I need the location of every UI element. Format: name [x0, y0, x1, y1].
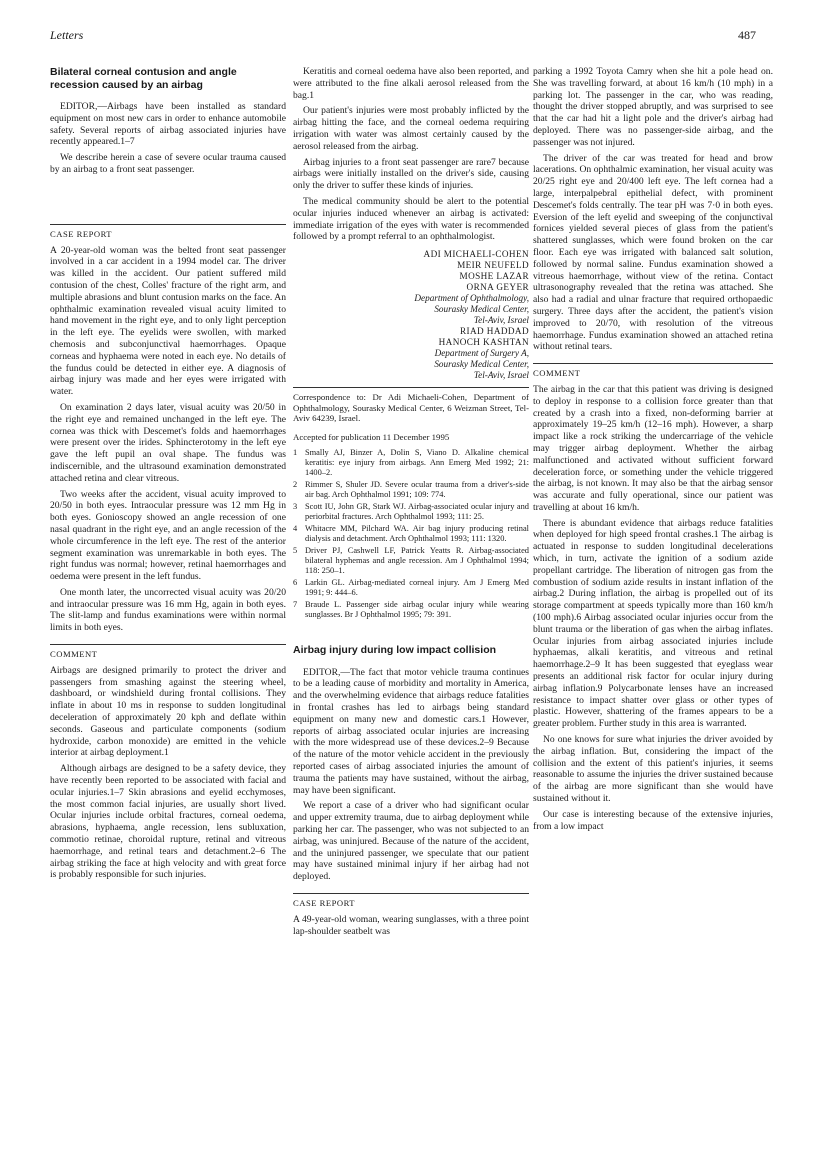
article1-comment-para: Keratitis and corneal oedema have also been reported, and were attributed to the fine alkali aerosol released from the bag.1 — [293, 66, 529, 101]
author-affiliation: Department of Ophthalmology, — [414, 293, 529, 304]
column-1 — [50, 66, 286, 885]
article1-case-para: A 20-year-old woman was the belted front seat passenger involved in a car accident in a 1994 model car. The driver was killed in the accident. Our patient suffered mild contusion of the chest, Colles' fracture of the right arm, and multiple abrasions and blunt contusion marks on the face. An ophthalmic examination revealed visual acuity limited to hand movement in the right eye, and to only light perception in the left eye. The eyelids were swollen, with marked chemosis and subconjunctival haemorrhages. Opaque corneas and hyphaema were noted in each eye. No details of the fundus could be detected in either eye. A diagnosis of airbag injury was made and her eyes were irrigated with water. — [50, 244, 286, 398]
author-name: MEIR NEUFELD — [457, 260, 529, 271]
article2-case-para: The driver of the car was treated for head and brow lacerations. On ophthalmic examination, her visual acuity was 20/25 right eye and 20/400 left eye. The left cornea had a large, interpalpebral epithelial defect, with prominent Descemet's folds centrally. The tear pH was 7·0 in both eyes. Eversion of the left eyelid and sweeping of the conjunctival fornices yielded several pieces of glass from the patient's shattered sunglasses, which were found broken on the car floor. Each eye was irrigated with balanced salt solution, followed by normal saline. Fundus examination showed a vitreous haemorrhage, without view of the retina. Contact ultrasonography revealed that the retina was attached. She also had a radial and ulnar fracture that required orthopaedic surgery. Three days after the accident, the patient's vision improved to 20/70, with resolution of the vitreous haemorrhage. Fundus examination showed an attached retina without retinal tears. — [533, 152, 773, 353]
author-affiliation: Department of Surgery A, — [434, 348, 529, 359]
article1-comment-para: Although airbags are designed to be a safety device, they have recently been reported to be associated with facial and ocular injuries.1–7 Skin abrasions and eyelid ecchymoses, the most common facial injuries, are usually short lived. Ocular injuries include orbital fractures, corneal oedema, abrasions, hyphaema, angle recession, lens subluxation, commotio retinae, choroidal rupture, retinal and vitreous haemorrhage, and retinal tears and detachment.2–6 The airbag striking the face at high velocity and with great force is probably responsible for such injuries. — [50, 763, 286, 881]
article2-case-heading: CASE REPORT — [293, 893, 529, 910]
article1-intro-para: EDITOR,—Airbags have been installed as standard equipment on most new cars in order to enhance automobile safety. Several reports of airbag associated injuries have recently appeared.1–7 — [50, 101, 286, 148]
reference-list — [293, 448, 529, 620]
reference-text: Rimmer S, Shuler JD. Severe ocular trauma from a driver's-side air bag. Arch Ophthalmol 1991; 109: 774. — [305, 480, 529, 500]
article1-case-para: One month later, the uncorrected visual acuity was 20/20 and intraocular pressure was 16 mm Hg, again in both eyes. The slit-lamp and fundus examinations were within normal limits in both eyes. — [50, 586, 286, 634]
article1-title: Bilateral corneal contusion and angle recession caused by an airbag — [50, 66, 237, 91]
author-name: ORNA GEYER — [466, 282, 529, 293]
reference-text: Larkin GL. Airbag-mediated corneal injury. Am J Emerg Med 1991; 9: 444–6. — [305, 578, 529, 598]
reference-item — [293, 600, 529, 620]
article1-case-para: Two weeks after the accident, visual acuity improved to 20/50 in both eyes. Intraocular pressure was 12 mm Hg in both eyes. Gonioscopy showed an angle recession of one nasal quadrant in the right eye, and an angle recession of the whole circumference in the left eye. The rest of the anterior segment examination was unremarkable in both eyes. The right fundus was normal; however, retinal haemorrhages and oedema were present in the left fundus. — [50, 488, 286, 583]
article2-comment-para: The airbag in the car that this patient was driving is designed to deploy in response to a collision force greater than that created by a crash into a fixed, non-deforming barrier at approximately 19–25 km/h (12–16 mph). However, a sharp impact like a rock striking the undercarriage of the vehicle may trigger airbag deployment. Whether the airbag malfunctioned and activated without sufficient forward deceleration force, or something under the vehicle triggered the airbag, is not known. It may also be that the airbag sensor was accurate and fully operational, since our patient was travelling at about 16 km/h. — [533, 383, 773, 513]
author-affiliation: Tel-Aviv, Israel — [473, 315, 529, 326]
article1-comment-para: Airbag injuries to a front seat passenger are rare7 because airbags were initially installed on the driver's side, causing only the driver to suffer these kinds of injuries. — [293, 156, 529, 192]
reference-item — [293, 502, 529, 522]
running-title: Letters — [50, 28, 84, 42]
article1-case-para: On examination 2 days later, visual acuity was 20/50 in the right eye and remained unchanged in the left eye. The cornea was thick with Descemet's folds and haemorrhages were present over the irides. Sphincterotomy in the left eye gave the left pupil an oval shape. The fundus was indiscernible, and the ultrasound examination demonstrated attached retina and clear vitreous. — [50, 401, 286, 484]
reference-item — [293, 448, 529, 478]
article2-comment-para: There is abundant evidence that airbags reduce fatalities when deployed for high speed frontal crashes.1 The airbag is actuated in response to sudden longitudinal decelerations which, in turn, activate the ignition of a sodium azide propellant cartridge. The liberation of nitrogen gas from the combustion of sodium azide results in instant inflation of the airbag.2 During inflation, the airbag is propelled out of its storage compartment at speeds typically more than 160 km/h (100 mph).6 Airbag associated ocular injuries occur from the blunt trauma or the liberation of gas when the airbag inflates. Ocular injuries from airbag associated injuries include hyphaemas, alkali keratitis, and vitreous and retinal haemorrhage.2–9 It has been suggested that eyeglass wear presents an additional risk factor for ocular injury during airbag inflation.9 Polycarbonate lenses have an increased resistance to impact shatter over glass or other types of plastic. However, shattering of the frames appears to be a greater problem. Further study in this area is warranted. — [533, 517, 773, 730]
author-name: HANOCH KASHTAN — [438, 337, 529, 348]
article1-comment-para: Our patient's injuries were most probably inflicted by the airbag hitting the face, and the corneal oedema requiring irrigation with water was almost certainly caused by the aerosol released from the airbag. — [293, 105, 529, 152]
reference-item — [293, 524, 529, 544]
author-name: MOSHE LAZAR — [459, 271, 529, 282]
reference-number: 7 — [293, 600, 298, 610]
article2-case-para: A 49-year-old woman, wearing sunglasses, with a three point lap-shoulder seatbelt was — [293, 913, 529, 937]
article2-comment-para: No one knows for sure what injuries the driver avoided by the airbag inflation. But, considering the impact of the collision and the extent of this patient's injuries, it seems reasonable to assume the injuries the driver sustained because of the airbag are more significant than she would have sustained without it. — [533, 734, 773, 805]
article1-intro-para: We describe herein a case of severe ocular trauma caused by an airbag to a front seat passenger. — [50, 152, 286, 175]
column-3 — [533, 66, 773, 836]
reference-text: Smally AJ, Binzer A, Dolin S, Viano D. Alkaline chemical keratitis: eye injury from airbags. Ann Emerg Med 1992; 21: 1400–2. — [305, 448, 529, 478]
article2-comment-heading: COMMENT — [533, 363, 773, 380]
reference-item — [293, 546, 529, 576]
article1-comment-para: Airbags are designed primarily to protect the driver and passengers from smashing against the steering wheel, dashboard, or windshield during frontal collisions. They inflate in about 10 ms in response to sudden longitudinal deceleration of approximately 20 kph and deflate within seconds. Gaseous and particulate components (sodium hydroxide, carbon monoxide) are emitted in the vehicle interior at airbag deployment.1 — [50, 664, 286, 759]
page-number: 487 — [738, 28, 756, 42]
reference-text: Braude L. Passenger side airbag ocular injury while wearing sunglasses. Br J Ophthalmol 1995; 79: 391. — [305, 600, 529, 620]
article1-case-heading: CASE REPORT — [50, 224, 286, 241]
accepted-date: Accepted for publication 11 December 1995 — [293, 431, 450, 442]
reference-number: 5 — [293, 546, 298, 556]
reference-item — [293, 480, 529, 500]
author-name: ADI MICHAELI-COHEN — [423, 249, 529, 260]
article2-case-para: parking a 1992 Toyota Camry when she hit a pole head on. She was travelling forward, at about 16 km/h (10 mph) in a parking lot. The passenger in the car, who was reading, thought the driver stopped abruptly, and was surprised to see that the car had hit a light pole and the driver's airbag had deployed. There was no passenger-side airbag, and the passenger was not injured. — [533, 66, 773, 148]
reference-number: 1 — [293, 448, 298, 458]
reference-number: 3 — [293, 502, 298, 512]
article2-intro-para: We report a case of a driver who had significant ocular and upper extremity trauma, due to airbag deployment while parking her car. The passenger, who was not subjected to an airbag, was uninjured. Because of the nature of the accident, and the uninjured passenger, we speculate that our patient may have sustained minimal injury if her airbag had not deployed. — [293, 800, 529, 883]
article2-comment-para: Our case is interesting because of the extensive injuries, from a low impact — [533, 808, 773, 832]
reference-number: 6 — [293, 578, 298, 588]
author-name: RIAD HADDAD — [460, 326, 529, 337]
article1-comment-heading: COMMENT — [50, 644, 286, 661]
author-affiliation: Tel-Aviv, Israel — [473, 370, 529, 381]
reference-text: Scott IU, John GR, Stark WJ. Airbag-associated ocular injury and periorbital fractures. Arch Ophthalmol 1993; 111: 25. — [305, 502, 529, 522]
reference-number: 2 — [293, 480, 298, 490]
author-affiliation: Sourasky Medical Center, — [434, 359, 529, 370]
author-block — [293, 249, 529, 381]
reference-number: 4 — [293, 524, 298, 534]
column-2 — [293, 66, 529, 941]
reference-text: Driver PJ, Cashwell LF, Patrick Yeatts R. Airbag-associated bilateral hyphemas and angle recession. Am J Ophthalmol 1994; 118: 250–1. — [305, 546, 529, 576]
article1-comment-para: The medical community should be alert to the potential ocular injuries induced whenever an airbag is activated: immediate irrigation of the eyes with water is recommended followed by a prompt referral to an ophthalmologist. — [293, 195, 529, 243]
reference-item — [293, 578, 529, 598]
author-affiliation: Sourasky Medical Center, — [434, 304, 529, 315]
article2-intro-para: EDITOR,—The fact that motor vehicle trauma continues to be a leading cause of morbidity and mortality in America, and the overwhelming evidence that airbags reduce fatalities in frontal crashes has led to airbags being standard equipment on many new and domestic cars.1 However, reports of airbag associated ocular injuries are increasing with the more widespread use of these devices.2–9 Because of the nature of the motor vehicle accident in the previously reported cases of airbag associated injuries the amount of trauma the patients may have sustained, without the airbag, may have been significant. — [293, 666, 529, 796]
correspondence: Correspondence to: Dr Adi Michaeli-Cohen, Department of Ophthalmology, Sourasky Medical Center, 6 Weizman Street, Tel-Aviv 64239, Israel. — [293, 387, 529, 424]
reference-text: Whitacre MM, Pilchard WA. Air bag injury producing retinal dialysis and detachment. Arch Ophthalmol 1993; 111: 1320. — [305, 524, 529, 544]
article2-title: Airbag injury during low impact collision — [293, 644, 497, 657]
